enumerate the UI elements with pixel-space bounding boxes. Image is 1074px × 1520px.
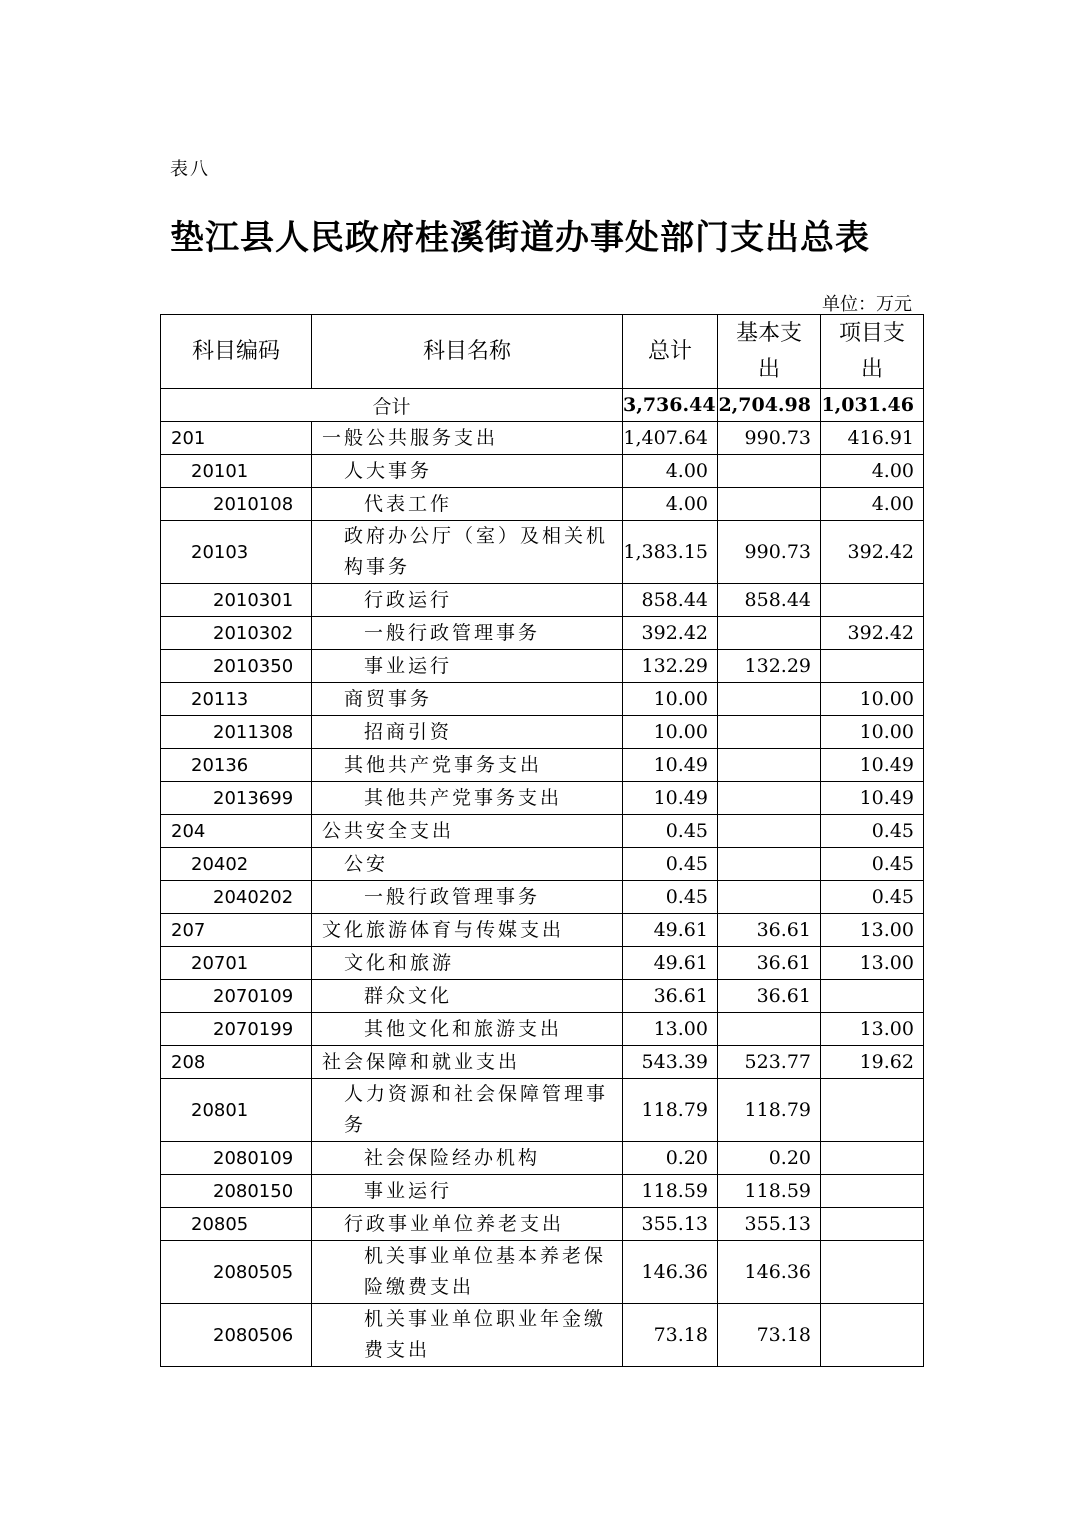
- row-total: 10.00: [623, 683, 718, 716]
- row-total: 36.61: [623, 980, 718, 1013]
- row-name: 其他共产党事务支出: [312, 749, 623, 782]
- table-row: [161, 455, 924, 488]
- row-basic: [718, 881, 821, 914]
- row-name: 招商引资: [312, 716, 623, 749]
- row-project: 392.42: [821, 617, 924, 650]
- row-project: 10.49: [821, 782, 924, 815]
- row-total: 10.49: [623, 749, 718, 782]
- row-basic: 990.73: [718, 422, 821, 455]
- row-basic: 73.18: [718, 1304, 821, 1367]
- row-project: [821, 980, 924, 1013]
- row-code: 2080505: [161, 1241, 312, 1304]
- row-code: 20101: [161, 455, 312, 488]
- row-project: [821, 1241, 924, 1304]
- row-name: 文化和旅游: [312, 947, 623, 980]
- total-row: [161, 389, 924, 422]
- row-basic: 858.44: [718, 584, 821, 617]
- row-basic: [718, 782, 821, 815]
- row-name: 社会保障和就业支出: [312, 1046, 623, 1079]
- table-row: [161, 848, 924, 881]
- row-name: 其他文化和旅游支出: [312, 1013, 623, 1046]
- table-row: [161, 782, 924, 815]
- row-total: 0.20: [623, 1142, 718, 1175]
- table-row: [161, 617, 924, 650]
- row-code: 20113: [161, 683, 312, 716]
- table-row: [161, 683, 924, 716]
- row-basic: [718, 455, 821, 488]
- row-total: 10.49: [623, 782, 718, 815]
- row-project: 13.00: [821, 914, 924, 947]
- row-basic: [718, 683, 821, 716]
- row-name: 其他共产党事务支出: [312, 782, 623, 815]
- row-project: 13.00: [821, 947, 924, 980]
- row-code: 20103: [161, 521, 312, 584]
- table-row: [161, 716, 924, 749]
- row-basic: 36.61: [718, 980, 821, 1013]
- row-total: 858.44: [623, 584, 718, 617]
- row-total: 118.79: [623, 1079, 718, 1142]
- row-project: [821, 1079, 924, 1142]
- row-code: 20801: [161, 1079, 312, 1142]
- row-basic: [718, 815, 821, 848]
- row-basic: 118.59: [718, 1175, 821, 1208]
- row-name: 群众文化: [312, 980, 623, 1013]
- row-total: 132.29: [623, 650, 718, 683]
- row-code: 20136: [161, 749, 312, 782]
- row-total: 1,383.15: [623, 521, 718, 584]
- row-code: 207: [161, 914, 312, 947]
- table-row: [161, 815, 924, 848]
- table-row: [161, 488, 924, 521]
- row-code: 2070199: [161, 1013, 312, 1046]
- total-basic: 2,704.98: [718, 389, 821, 422]
- row-code: 2070109: [161, 980, 312, 1013]
- row-basic: 36.61: [718, 947, 821, 980]
- row-code: 2080506: [161, 1304, 312, 1367]
- row-basic: [718, 1013, 821, 1046]
- row-basic: 146.36: [718, 1241, 821, 1304]
- row-total: 13.00: [623, 1013, 718, 1046]
- table-row: [161, 1304, 924, 1367]
- table-row: [161, 1046, 924, 1079]
- header-project: 项目支出: [821, 315, 924, 389]
- table-row: [161, 1079, 924, 1142]
- table-row: [161, 521, 924, 584]
- row-name: 行政事业单位养老支出: [312, 1208, 623, 1241]
- row-name: 商贸事务: [312, 683, 623, 716]
- row-total: 4.00: [623, 455, 718, 488]
- row-project: [821, 584, 924, 617]
- row-name: 公共安全支出: [312, 815, 623, 848]
- header-total: 总计: [623, 315, 718, 389]
- table-row: [161, 650, 924, 683]
- row-project: 4.00: [821, 488, 924, 521]
- row-basic: 0.20: [718, 1142, 821, 1175]
- row-project: 19.62: [821, 1046, 924, 1079]
- row-code: 204: [161, 815, 312, 848]
- row-name: 政府办公厅（室）及相关机构事务: [312, 521, 623, 584]
- row-project: [821, 1208, 924, 1241]
- row-basic: 355.13: [718, 1208, 821, 1241]
- row-project: [821, 1175, 924, 1208]
- row-name: 文化旅游体育与传媒支出: [312, 914, 623, 947]
- header-basic: 基本支出: [718, 315, 821, 389]
- row-total: 543.39: [623, 1046, 718, 1079]
- header-code: 科目编码: [161, 315, 312, 389]
- table-row: [161, 749, 924, 782]
- row-code: 2080150: [161, 1175, 312, 1208]
- row-total: 0.45: [623, 881, 718, 914]
- row-basic: [718, 749, 821, 782]
- row-basic: 36.61: [718, 914, 821, 947]
- row-basic: 132.29: [718, 650, 821, 683]
- row-basic: [718, 848, 821, 881]
- unit-label: 单位：万元: [822, 294, 912, 315]
- row-name: 公安: [312, 848, 623, 881]
- row-total: 4.00: [623, 488, 718, 521]
- row-project: 10.49: [821, 749, 924, 782]
- table-row: [161, 1175, 924, 1208]
- row-total: 146.36: [623, 1241, 718, 1304]
- row-project: [821, 1142, 924, 1175]
- total-sum: 3,736.44: [623, 389, 718, 422]
- row-code: 2010350: [161, 650, 312, 683]
- row-code: 2010108: [161, 488, 312, 521]
- header-name: 科目名称: [312, 315, 623, 389]
- table-row: [161, 584, 924, 617]
- table-row: [161, 1241, 924, 1304]
- expenditure-table: [160, 314, 924, 1367]
- row-name: 事业运行: [312, 650, 623, 683]
- row-total: 49.61: [623, 947, 718, 980]
- total-label: 合计: [161, 389, 623, 422]
- row-total: 392.42: [623, 617, 718, 650]
- row-basic: [718, 716, 821, 749]
- row-basic: 523.77: [718, 1046, 821, 1079]
- row-code: 20805: [161, 1208, 312, 1241]
- row-code: 2080109: [161, 1142, 312, 1175]
- table-row: [161, 914, 924, 947]
- row-project: 4.00: [821, 455, 924, 488]
- row-project: 416.91: [821, 422, 924, 455]
- row-name: 机关事业单位基本养老保险缴费支出: [312, 1241, 623, 1304]
- row-total: 118.59: [623, 1175, 718, 1208]
- row-name: 社会保险经办机构: [312, 1142, 623, 1175]
- row-project: 13.00: [821, 1013, 924, 1046]
- row-basic: 990.73: [718, 521, 821, 584]
- row-total: 10.00: [623, 716, 718, 749]
- row-project: 0.45: [821, 848, 924, 881]
- table-row: [161, 1013, 924, 1046]
- row-name: 机关事业单位职业年金缴费支出: [312, 1304, 623, 1367]
- row-total: 49.61: [623, 914, 718, 947]
- row-basic: 118.79: [718, 1079, 821, 1142]
- row-name: 人大事务: [312, 455, 623, 488]
- row-total: 0.45: [623, 848, 718, 881]
- row-total: 355.13: [623, 1208, 718, 1241]
- table-row: [161, 422, 924, 455]
- row-code: 2040202: [161, 881, 312, 914]
- row-project: [821, 1304, 924, 1367]
- row-code: 2013699: [161, 782, 312, 815]
- table-number-label: 表八: [170, 159, 210, 180]
- row-code: 2011308: [161, 716, 312, 749]
- row-project: [821, 650, 924, 683]
- row-basic: [718, 488, 821, 521]
- row-code: 20402: [161, 848, 312, 881]
- row-name: 人力资源和社会保障管理事务: [312, 1079, 623, 1142]
- row-basic: [718, 617, 821, 650]
- row-name: 行政运行: [312, 584, 623, 617]
- row-total: 1,407.64: [623, 422, 718, 455]
- total-project: 1,031.46: [821, 389, 924, 422]
- row-name: 一般行政管理事务: [312, 617, 623, 650]
- row-total: 0.45: [623, 815, 718, 848]
- table-header-row: [161, 315, 924, 389]
- table-row: [161, 1208, 924, 1241]
- row-project: 10.00: [821, 683, 924, 716]
- row-code: 201: [161, 422, 312, 455]
- row-project: 0.45: [821, 815, 924, 848]
- row-name: 代表工作: [312, 488, 623, 521]
- row-name: 一般行政管理事务: [312, 881, 623, 914]
- table-row: [161, 947, 924, 980]
- row-code: 208: [161, 1046, 312, 1079]
- row-project: 10.00: [821, 716, 924, 749]
- row-name: 一般公共服务支出: [312, 422, 623, 455]
- table-row: [161, 1142, 924, 1175]
- row-code: 2010301: [161, 584, 312, 617]
- page-title: 垫江县人民政府桂溪街道办事处部门支出总表: [170, 218, 870, 258]
- row-code: 20701: [161, 947, 312, 980]
- row-name: 事业运行: [312, 1175, 623, 1208]
- row-project: 392.42: [821, 521, 924, 584]
- row-code: 2010302: [161, 617, 312, 650]
- row-total: 73.18: [623, 1304, 718, 1367]
- table-row: [161, 881, 924, 914]
- row-project: 0.45: [821, 881, 924, 914]
- table-row: [161, 980, 924, 1013]
